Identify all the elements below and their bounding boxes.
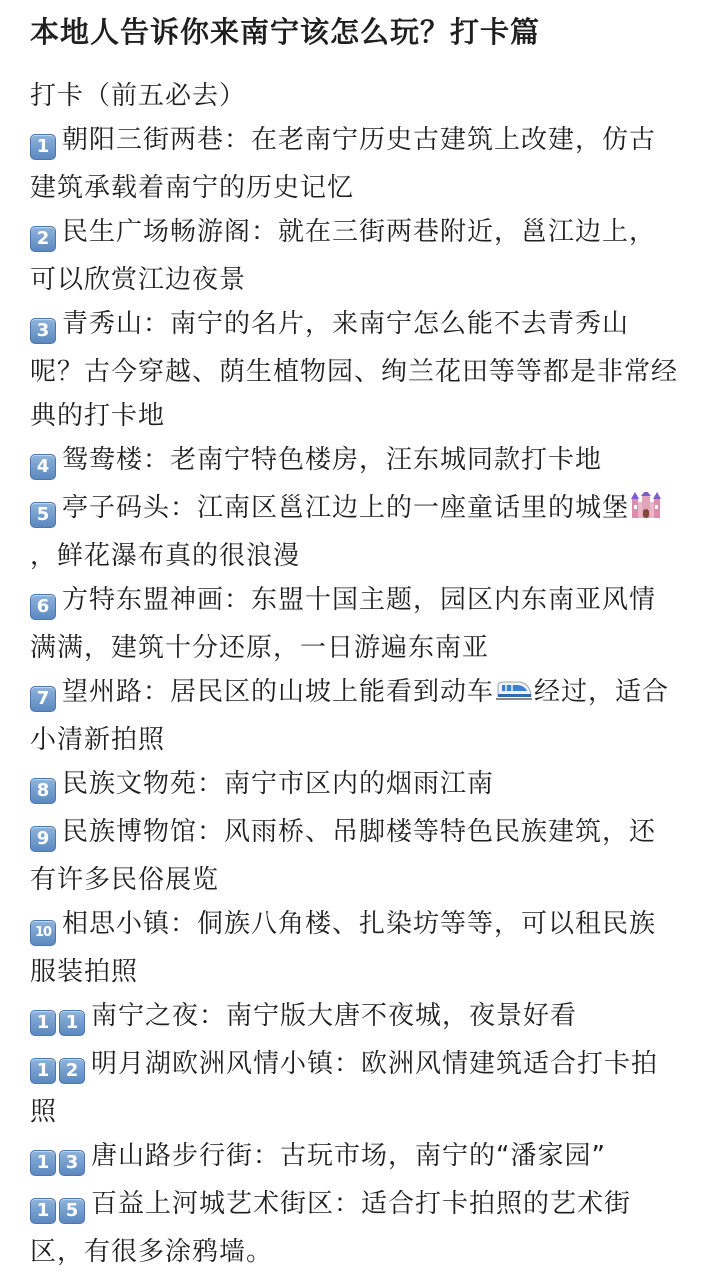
spot-description: 民生广场畅游阁：就在三街两巷附近，邕江边上，可以欣赏江边夜景 <box>30 217 657 295</box>
item-number-badge <box>30 998 88 1042</box>
spot-item <box>30 902 678 994</box>
item-number-badge <box>30 490 59 534</box>
spot-item <box>30 1134 678 1182</box>
spot-description: 望州路：居民区的山坡上能看到动车 <box>62 677 495 707</box>
item-number-badge <box>30 1046 88 1090</box>
castle-icon <box>631 490 661 534</box>
keycap-digit-icon: 1 <box>30 1150 56 1176</box>
keycap-digit-icon: 8 <box>30 778 56 804</box>
spot-description: 朝阳三街两巷：在老南宁历史古建筑上改建，仿古建筑承载着南宁的历史记忆 <box>30 125 657 203</box>
keycap-digit-icon: 1 <box>30 1058 56 1084</box>
keycap-digit-icon: 2 <box>30 226 56 252</box>
bullet-train-icon <box>496 674 532 718</box>
keycap-digit-icon: 7 <box>30 686 56 712</box>
spot-description: 亭子码头：江南区邕江边上的一座童话里的城堡 <box>62 493 630 523</box>
spot-item <box>30 210 678 302</box>
spot-list <box>30 118 678 1274</box>
keycap-digit-icon: 10 <box>30 920 56 946</box>
spot-description: 相思小镇：侗族八角楼、扎染坊等等，可以租民族服装拍照 <box>30 909 657 987</box>
page-title: 本地人告诉你来南宁该怎么玩？打卡篇 <box>30 15 541 49</box>
item-number-badge <box>30 1138 88 1182</box>
item-number-badge <box>30 122 59 166</box>
spot-item <box>30 1182 678 1274</box>
item-number-badge <box>30 906 59 950</box>
spot-description-continued: 经过，适合小清新拍照 <box>30 677 670 755</box>
keycap-digit-icon: 1 <box>59 1010 85 1036</box>
keycap-digit-icon: 1 <box>30 134 56 160</box>
spot-description: 明月湖欧洲风情小镇：欧洲风情建筑适合打卡拍照 <box>30 1049 659 1127</box>
keycap-digit-icon: 1 <box>30 1198 56 1224</box>
keycap-digit-icon: 1 <box>30 1010 56 1036</box>
spot-item <box>30 762 678 810</box>
spot-description-continued: ，鲜花瀑布真的很浪漫 <box>30 541 301 571</box>
spot-description: 唐山路步行街：古玩市场，南宁的“潘家园” <box>91 1141 606 1171</box>
item-number-badge <box>30 814 59 858</box>
section-intro: 打卡（前五必去） <box>30 81 247 111</box>
keycap-digit-icon: 9 <box>30 826 56 852</box>
item-number-badge <box>30 306 59 350</box>
spot-item <box>30 118 678 210</box>
item-number-badge <box>30 766 59 810</box>
spot-description: 民族博物馆：风雨桥、吊脚楼等特色民族建筑，还有许多民俗展览 <box>30 817 657 895</box>
spot-description: 南宁之夜：南宁版大唐不夜城，夜景好看 <box>91 1001 578 1031</box>
item-number-badge <box>30 214 59 258</box>
keycap-digit-icon: 6 <box>30 594 56 620</box>
spot-item <box>30 1042 678 1134</box>
item-number-badge <box>30 582 59 626</box>
keycap-digit-icon: 4 <box>30 454 56 480</box>
spot-description: 方特东盟神画：东盟十国主题，园区内东南亚风情满满，建筑十分还原，一日游遍东南亚 <box>30 585 657 663</box>
keycap-digit-icon: 5 <box>59 1198 85 1224</box>
spot-item <box>30 438 678 486</box>
keycap-digit-icon: 2 <box>59 1058 85 1084</box>
spot-item <box>30 670 678 762</box>
keycap-digit-icon: 3 <box>30 318 56 344</box>
spot-description: 鸳鸯楼：老南宁特色楼房，汪东城同款打卡地 <box>62 445 603 475</box>
keycap-digit-icon: 3 <box>59 1150 85 1176</box>
spot-item <box>30 994 678 1042</box>
item-number-badge <box>30 1186 88 1230</box>
item-number-badge <box>30 442 59 486</box>
item-number-badge <box>30 674 59 718</box>
spot-item <box>30 578 678 670</box>
spot-item <box>30 486 678 578</box>
spot-item <box>30 302 678 438</box>
spot-description: 民族文物苑：南宁市区内的烟雨江南 <box>62 769 495 799</box>
keycap-digit-icon: 5 <box>30 502 56 528</box>
spot-description: 青秀山：南宁的名片，来南宁怎么能不去青秀山呢？古今穿越、荫生植物园、绚兰花田等等都是非常经典的打卡地 <box>30 309 679 431</box>
spot-description: 百益上河城艺术街区：适合打卡拍照的艺术街区，有很多涂鸦墙。 <box>30 1189 632 1267</box>
spot-item <box>30 810 678 902</box>
